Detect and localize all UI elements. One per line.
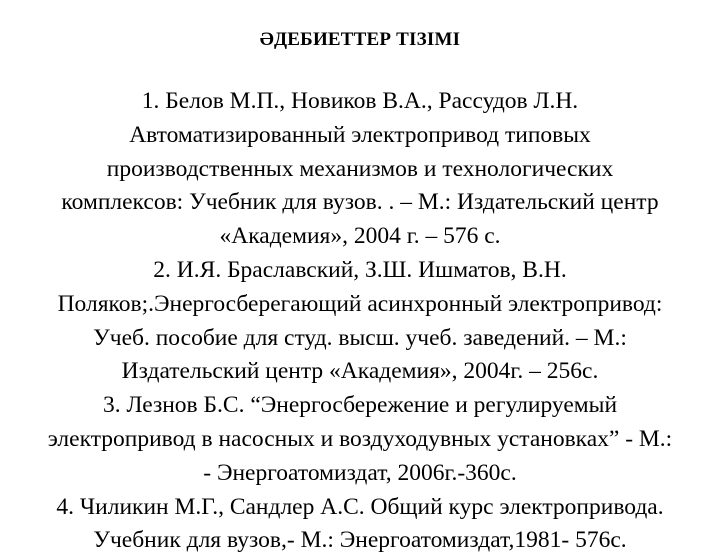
reference-line: комплексов: Учебник для вузов. . – М.: Издательский центр xyxy=(61,189,659,216)
reference-line: «Академия», 2004 г. – 576 с. xyxy=(219,223,501,250)
reference-line: производственных механизмов и технологических xyxy=(106,155,614,182)
reference-line: 3. Лезнов Б.С. “Энергосбережение и регулируемый xyxy=(102,392,618,419)
reference-line: 4. Чиликин М.Г., Сандлер А.С. Общий курс электропривода. xyxy=(56,493,664,520)
page-title: ӘДЕБИЕТТЕР ТІЗІМІ xyxy=(259,29,461,50)
reference-line: электропривод в насосных и воздуходувных установках” - М.: xyxy=(47,425,673,452)
reference-line: Автоматизированный электропривод типовых xyxy=(129,121,591,148)
reference-line: Учеб. пособие для студ. высш. учеб. заведений. – М.: xyxy=(93,324,627,351)
reference-line: Издательский центр «Академия», 2004г. – 256с. xyxy=(121,358,599,385)
reference-list xyxy=(28,85,692,558)
reference-line: - Энергоатомиздат, 2006г.-360с. xyxy=(203,459,517,486)
reference-line: 2. И.Я. Браславский, З.Ш. Ишматов, В.Н. xyxy=(153,256,567,283)
reference-line: Поляков;.Энергосберегающий асинхронный электропривод: xyxy=(57,290,663,317)
reference-line: 1. Белов М.П., Новиков В.А., Рассудов Л.Н. xyxy=(141,88,579,114)
reference-line: Учебник для вузов,- М.: Энергоатомиздат,1981- 576с. xyxy=(93,527,627,554)
